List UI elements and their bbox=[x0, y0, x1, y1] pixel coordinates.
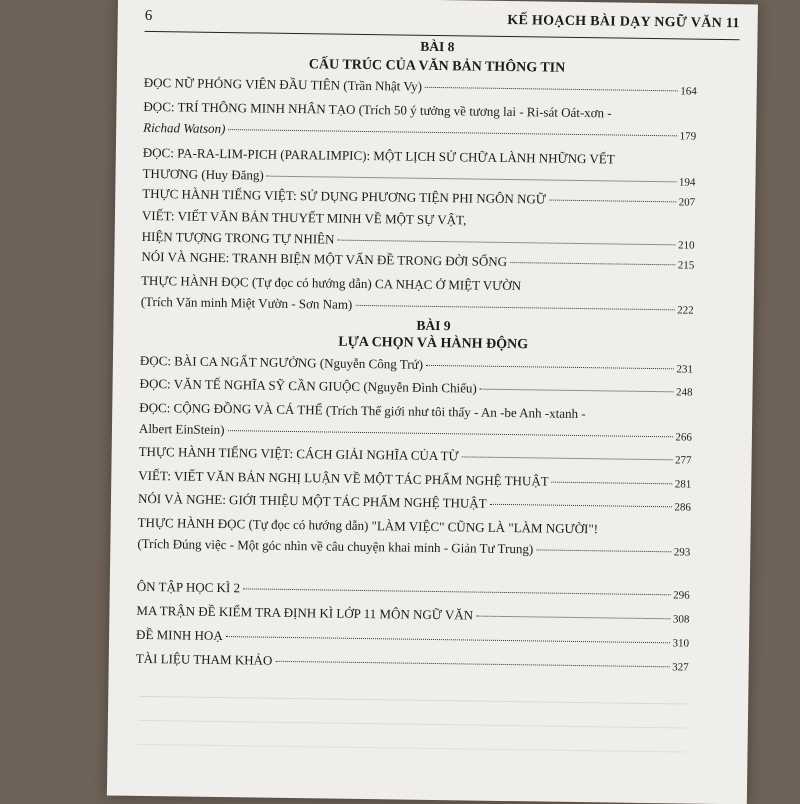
toc-entry[interactable]: THỰC HÀNH TIẾNG VIỆT: SỬ DỤNG PHƯƠNG TIỆN PHI NGÔN NGỮ 207 bbox=[142, 183, 695, 214]
page-ref: 210 bbox=[678, 239, 695, 252]
toc-entry[interactable]: ĐỌC: BÀI CA NGẤT NGƯỞNG (Nguyễn Công Trứ) 231 bbox=[140, 350, 693, 381]
book-page bbox=[107, 0, 758, 804]
unit-8-title: CẤU TRÚC CỦA VĂN BẢN THÔNG TIN bbox=[308, 57, 566, 76]
toc-entry[interactable]: ÔN TẬP HỌC KÌ 2 296 bbox=[137, 576, 690, 607]
toc-entry[interactable]: ĐỌC: TRÍ THÔNG MINH NHÂN TẠO (Trích 50 ý tưởng về tương lai - Ri-sát Oát-xơn - Richad Watson) 179 bbox=[143, 96, 697, 148]
page-number: 6 bbox=[144, 7, 153, 25]
page-ref: 281 bbox=[674, 478, 692, 491]
page-ref: 277 bbox=[675, 454, 692, 467]
unit-9-title: LỰA CHỌN VÀ HÀNH ĐỘNG bbox=[338, 334, 529, 353]
toc-entry[interactable]: THỰC HÀNH TIẾNG VIỆT: CÁCH GIẢI NGHĨA CỦA TỪ 277 bbox=[138, 441, 691, 472]
unit-9-label: BÀI 9 bbox=[416, 317, 451, 334]
page-ref: 164 bbox=[680, 85, 697, 98]
unit-8-label: BÀI 8 bbox=[420, 38, 455, 55]
page-ref: 231 bbox=[676, 363, 693, 376]
bleed-through-line bbox=[138, 720, 686, 729]
toc-entry[interactable]: THỰC HÀNH ĐỌC (Tự đọc có hướng dẫn) "LÀM VIỆC" CŨNG LÀ "LÀM NGƯỜI"! (Trích Đúng việc - Một góc nhìn về câu chuyện khai minh - Giản Tư Trung) 293 bbox=[137, 512, 691, 564]
toc-entry[interactable]: VIẾT: VIẾT VĂN BẢN NGHỊ LUẬN VỀ MỘT TÁC PHẨM NGHỆ THUẬT 281 bbox=[138, 465, 691, 496]
toc-entry[interactable]: ĐỌC: VĂN TẾ NGHĨA SỸ CẦN GIUỘC (Nguyễn Đình Chiểu) 248 bbox=[139, 373, 692, 404]
bleed-through-line bbox=[138, 744, 686, 753]
toc-entry[interactable]: ĐỀ MINH HOẠ 310 bbox=[136, 624, 689, 655]
toc-entry[interactable]: VIẾT: VIẾT VĂN BẢN THUYẾT MINH VỀ MỘT SỰ VẬT, HIỆN TƯỢNG TRONG TỰ NHIÊN 210 bbox=[141, 205, 695, 257]
page-ref: 215 bbox=[677, 259, 695, 272]
page-ref: 308 bbox=[672, 613, 690, 626]
page-ref: 327 bbox=[672, 661, 689, 674]
page-ref: 296 bbox=[673, 589, 690, 602]
toc-entry[interactable]: ĐỌC NỮ PHÓNG VIÊN ĐẦU TIÊN (Trần Nhật Vy) 164 bbox=[144, 72, 697, 103]
toc-entry[interactable]: NÓI VÀ NGHE: GIỚI THIỆU MỘT TÁC PHẨM NGHỆ THUẬT 286 bbox=[138, 488, 691, 519]
page-ref: 266 bbox=[675, 431, 692, 444]
book-title: KẾ HOẠCH BÀI DẠY NGỮ VĂN 11 bbox=[507, 12, 740, 32]
page-ref: 207 bbox=[678, 196, 696, 209]
page-ref: 179 bbox=[679, 130, 697, 143]
page-ref: 248 bbox=[675, 386, 693, 399]
page-ref: 310 bbox=[672, 637, 690, 650]
toc-entry[interactable]: ĐỌC: PA-RA-LIM-PICH (PARALIMPIC): MỘT LỊCH SỬ CHỮA LÀNH NHỮNG VẾT THƯƠNG (Huy Đăng) 194 bbox=[142, 142, 696, 194]
page-header bbox=[145, 4, 740, 34]
page-ref: 222 bbox=[677, 304, 694, 317]
page-ref: 286 bbox=[674, 501, 692, 514]
page-ref: 194 bbox=[678, 176, 696, 189]
toc-entry[interactable]: TÀI LIỆU THAM KHẢO 327 bbox=[136, 648, 689, 679]
toc-entry[interactable]: ĐỌC: CỘNG ĐỒNG VÀ CÁ THỂ (Trích Thế giới như tôi thấy - An -be Anh -xtanh - Albert EinStein) 266 bbox=[139, 397, 693, 449]
page-ref: 293 bbox=[673, 546, 691, 559]
toc-entry[interactable]: THỰC HÀNH ĐỌC (Tự đọc có hướng dẫn) CA NHẠC Ở MIỆT VƯỜN (Trích Văn minh Miệt Vườn - Sơn Nam) 222 bbox=[141, 270, 695, 322]
toc-entry[interactable]: MA TRẬN ĐỀ KIỂM TRA ĐỊNH KÌ LỚP 11 MÔN NGỮ VĂN 308 bbox=[136, 600, 689, 631]
bleed-through-line bbox=[138, 696, 686, 705]
toc-entry[interactable]: NÓI VÀ NGHE: TRANH BIỆN MỘT VẤN ĐỀ TRONG ĐỜI SỐNG 215 bbox=[141, 246, 694, 277]
